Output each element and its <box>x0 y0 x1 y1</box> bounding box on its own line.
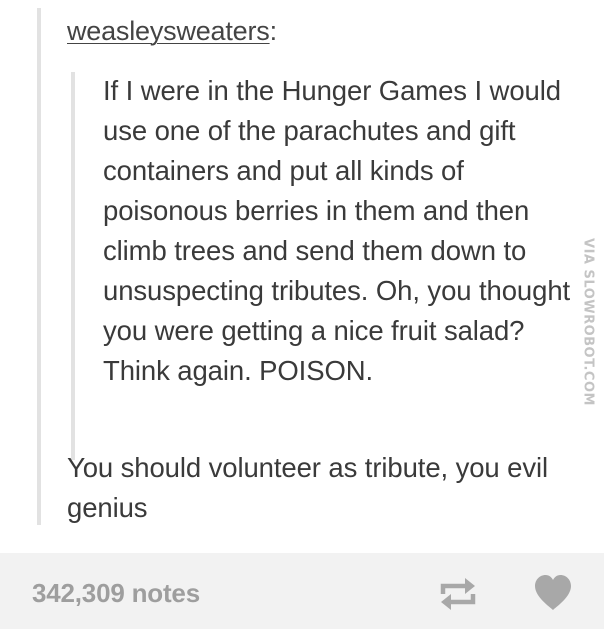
reply-text: You should volunteer as tribute, you evil genius <box>67 452 549 523</box>
watermark-text: VIA SLOWROBOT.COM <box>580 238 596 406</box>
reblog-icon <box>438 575 478 613</box>
username-colon: : <box>269 16 277 46</box>
like-button[interactable] <box>533 574 573 612</box>
nested-quote-bar <box>71 72 75 460</box>
notes-count[interactable]: 342,309 notes <box>32 578 200 608</box>
reblog-quote-bar <box>37 8 41 525</box>
reblog-button[interactable] <box>438 575 478 613</box>
post-footer <box>0 553 604 629</box>
username-link[interactable]: weasleysweaters <box>67 16 270 46</box>
heart-icon <box>533 574 573 612</box>
reblog-attribution <box>67 14 277 48</box>
quoted-post-text: If I were in the Hunger Games I would use one of the parachutes and gift containers and put all kinds of poisonous berries in them and then climb trees and send them down to unsuspecting tributes. Oh, you thought you were getting a nice fruit salad? Think again. POISON. <box>103 75 571 386</box>
